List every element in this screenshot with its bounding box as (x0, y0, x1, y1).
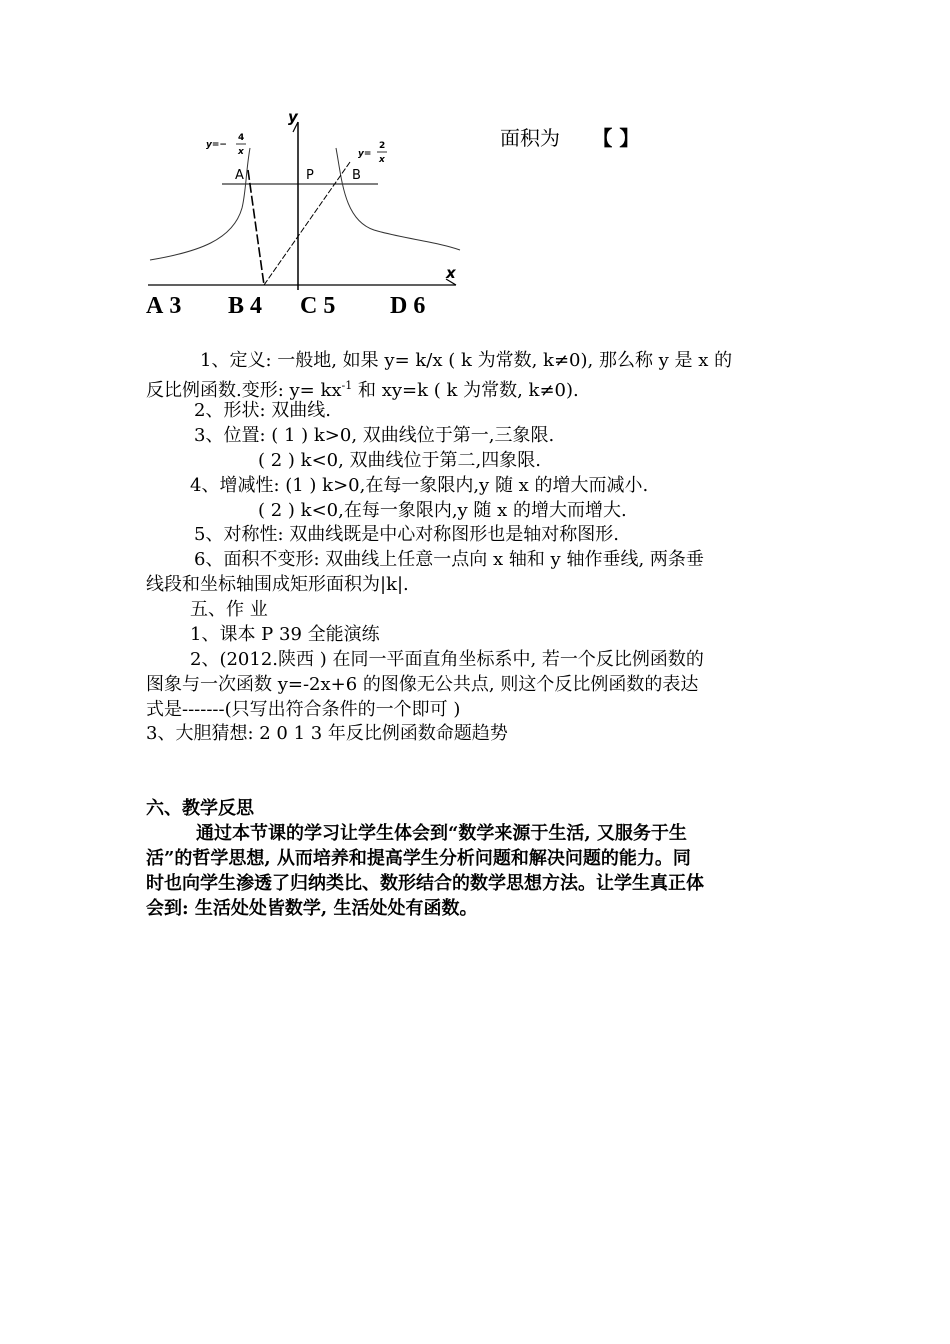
left-curve-denominator: x (238, 147, 244, 157)
homework-item-3: 3、大胆猜想: 2 0 1 3 年反比例函数命题趋势 (146, 723, 508, 744)
point-p-label: P (306, 168, 314, 183)
point-a-label: A (235, 168, 244, 183)
area-line-1: 6、面积不变形: 双曲线上任意一点向 x 轴和 y 轴作垂线, 两条垂 (194, 549, 704, 570)
right-curve-equation: y= (358, 149, 372, 159)
x-axis-label: x (446, 264, 456, 282)
homework-item-2-line-1: 2、(2012.陕西 ) 在同一平面直角坐标系中, 若一个反比例函数的 (190, 649, 704, 670)
y-axis-label: y (288, 108, 298, 126)
homework-item-2-line-3: 式是-------(只写出符合条件的一个即可 ) (146, 699, 461, 720)
right-hyperbola (336, 148, 460, 250)
right-curve-numerator: 2 (379, 141, 386, 151)
reflection-line-2: 活”的哲学思想, 从而培养和提高学生分析问题和解决问题的能力。同 (146, 848, 691, 869)
choice-a: A 3 (146, 293, 182, 319)
choice-c: C 5 (300, 293, 336, 319)
reflection-line-1: 通过本节课的学习让学生体会到“数学来源于生活, 又服务于生 (196, 823, 687, 844)
homework-title: 五、作 业 (190, 599, 268, 620)
definition-line-2: 反比例函数.变形: $y= kx^{-1}$ 和 xy=k ( k 为常数, k≠0). (146, 379, 579, 401)
hyperbola-figure (138, 100, 468, 292)
answer-choices (146, 293, 425, 320)
question-tail (500, 122, 639, 151)
reflection-title: 六、教学反思 (146, 798, 254, 819)
monotonicity-line-1: 4、增减性: (1 ) k>0,在每一象限内,y 随 x 的增大而减小. (190, 475, 649, 496)
question-tail-text: 面积为 (500, 126, 560, 150)
monotonicity-line-2: ( 2 ) k<0,在每一象限内,y 随 x 的增大而增大. (258, 500, 627, 521)
reflection-line-4: 会到: 生活处处皆数学, 生活处处有函数。 (146, 898, 478, 919)
segment-ac (248, 170, 264, 285)
definition-line-1: 1、定义: 一般地, 如果 y= k/x ( k 为常数, k≠0), 那么称 y 是 x 的 (200, 350, 733, 371)
homework-item-1: 1、课本 P 39 全能演练 (190, 624, 380, 645)
choice-b: B 4 (228, 293, 263, 319)
area-line-2: 线段和坐标轴围成矩形面积为|k|. (146, 574, 409, 595)
reflection-line-3: 时也向学生渗透了归纳类比、数形结合的数学思想方法。让学生真正体 (146, 873, 704, 894)
position-line-2: ( 2 ) k<0, 双曲线位于第二,四象限. (258, 450, 541, 471)
choice-d: D 6 (390, 293, 426, 319)
shape-line: 2、形状: 双曲线. (194, 400, 331, 421)
left-curve-equation: y=− (206, 140, 227, 150)
position-line-1: 3、位置: ( 1 ) k>0, 双曲线位于第一,三象限. (194, 425, 555, 446)
answer-bracket: 【 】 (592, 126, 640, 150)
point-b-label: B (352, 168, 361, 183)
left-curve-numerator: 4 (238, 133, 245, 143)
left-hyperbola (150, 148, 250, 260)
symmetry-line: 5、对称性: 双曲线既是中心对称图形也是轴对称图形. (194, 524, 619, 545)
right-curve-denominator: x (379, 155, 385, 165)
homework-item-2-line-2: 图象与一次函数 y=-2x+6 的图像无公共点, 则这个反比例函数的表达 (146, 674, 699, 695)
